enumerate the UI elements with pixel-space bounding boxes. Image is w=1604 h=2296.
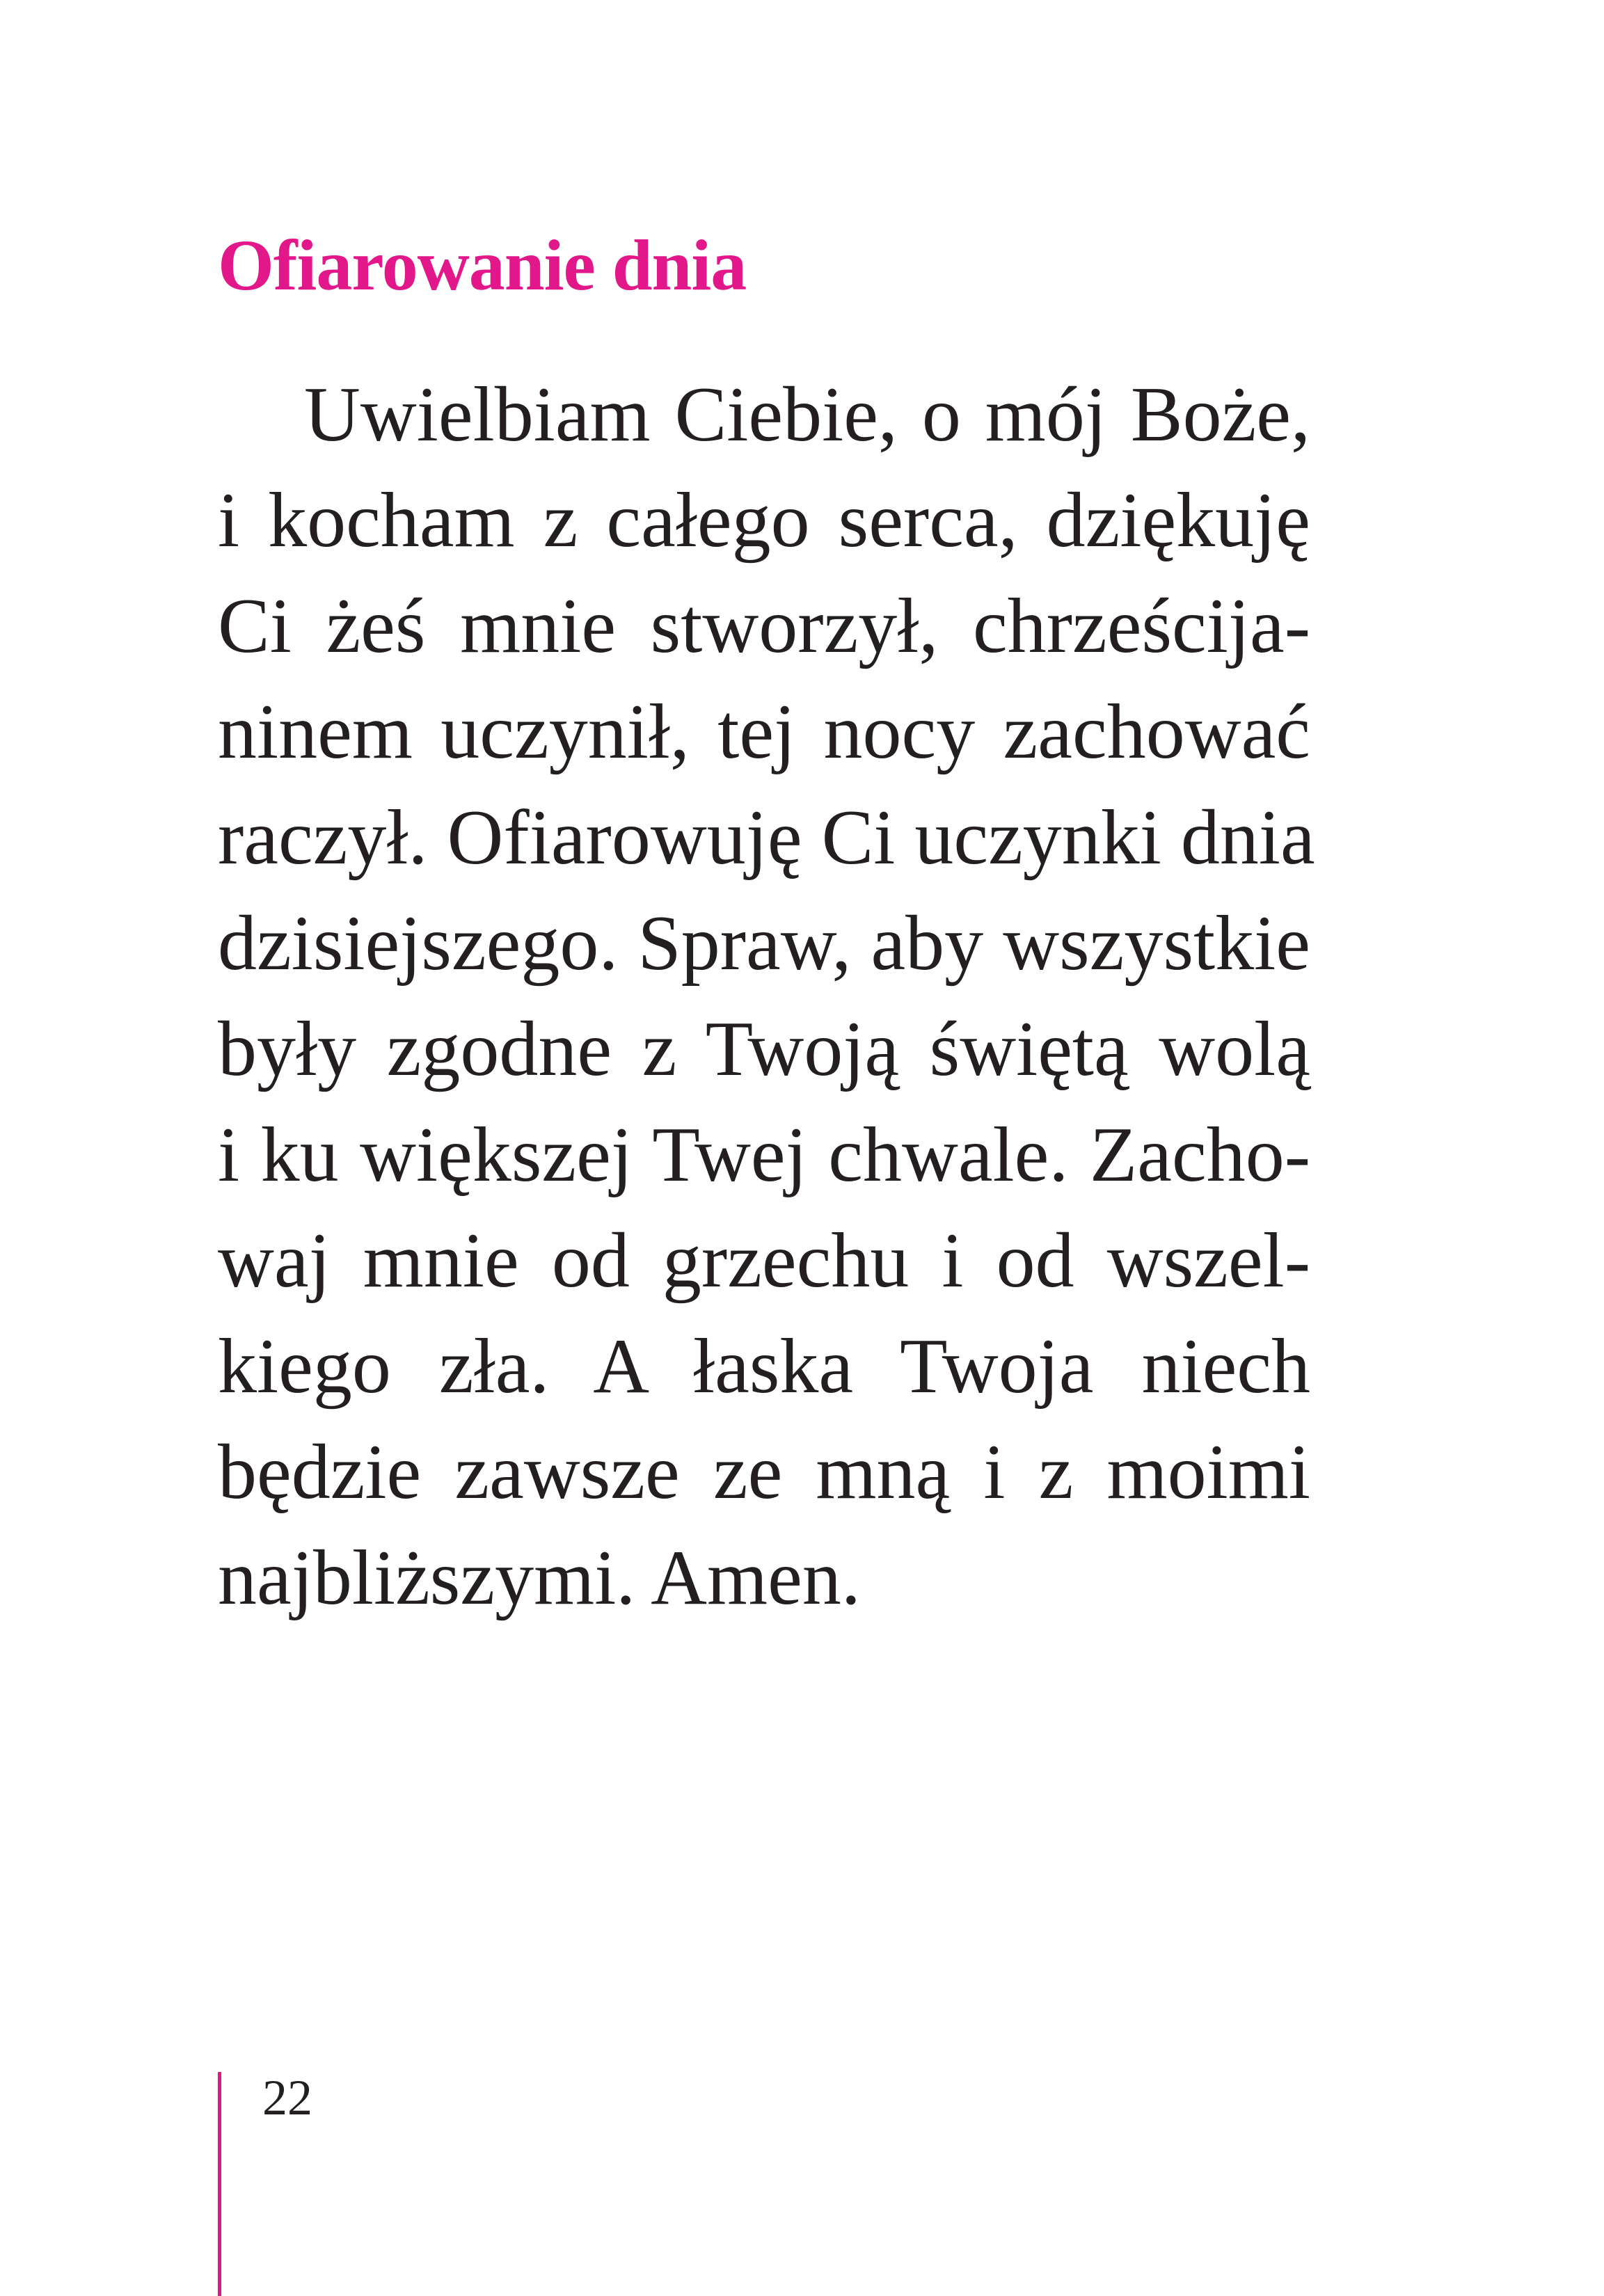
text-line: ninem uczynił, tej nocy zachować — [218, 689, 1310, 775]
text-line: były zgodne z Twoją świętą wolą — [218, 1006, 1310, 1092]
text-line: kiego zła. A łaska Twoja niech — [218, 1323, 1310, 1410]
text-line: będzie zawsze ze mną i z moimi — [218, 1429, 1310, 1515]
text-line: waj mnie od grzechu i od wszel- — [218, 1218, 1310, 1304]
text-line: dzisiejszego. Spraw, aby wszystkie — [218, 900, 1310, 987]
text-line: Ci żeś mnie stworzył, chrześcija- — [218, 583, 1310, 669]
text-line: Uwielbiam Ciebie, o mój Boże, — [304, 372, 1310, 458]
text-line: i kocham z całego serca, dziękuję — [218, 477, 1310, 564]
text-line: i ku większej Twej chwale. Zacho- — [218, 1112, 1310, 1198]
text-line: najbliższymi. Amen. — [218, 1535, 861, 1621]
margin-rule — [218, 2072, 221, 2296]
page-number: 22 — [262, 2070, 312, 2126]
text-line: raczył. Ofiarowuję Ci uczynki dnia — [218, 795, 1315, 881]
page-title: Ofiarowanie dnia — [218, 225, 747, 305]
prayer-text — [218, 362, 1315, 1631]
